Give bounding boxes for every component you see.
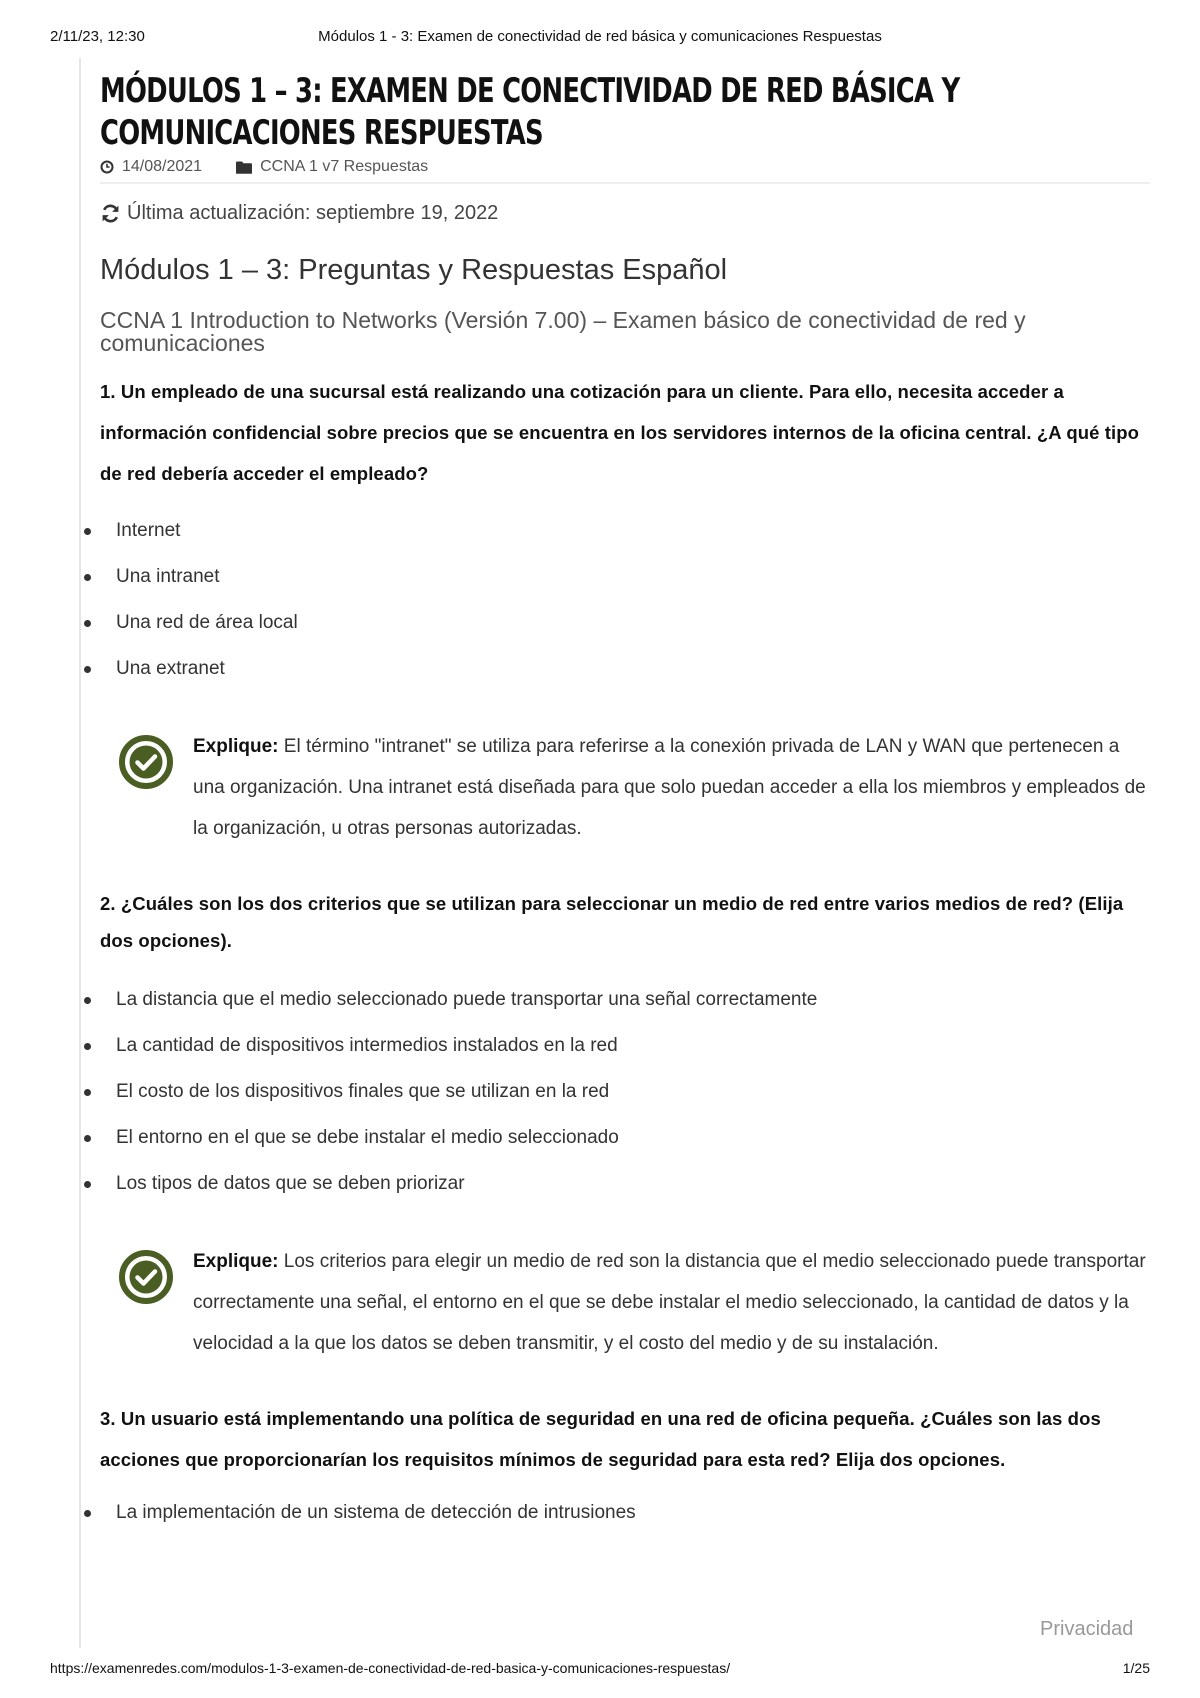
question-2: 2. ¿Cuáles son los dos criterios que se utilizan para seleccionar un medio de red entre varios medios de red? (Elija dos opciones). — [100, 893, 1124, 951]
option — [84, 1490, 1150, 1536]
option — [84, 1161, 1150, 1207]
section-title: Módulos 1 – 3: Preguntas y Respuestas Español — [100, 254, 728, 286]
option-text: Una extranet — [116, 658, 225, 679]
option-text: Una intranet — [116, 566, 220, 587]
article — [100, 70, 1150, 1536]
question-3-options — [84, 1490, 1150, 1536]
bullet-icon — [84, 666, 91, 673]
option — [84, 600, 1150, 646]
bullet-icon — [84, 1181, 91, 1188]
option — [84, 1115, 1150, 1161]
content-left-rule — [79, 58, 81, 1648]
refresh-icon — [100, 203, 121, 224]
post-category-link[interactable]: CCNA 1 v7 Respuestas — [260, 158, 429, 175]
bullet-icon — [84, 1043, 91, 1050]
explanation-text: El término "intranet" se utiliza para referirse a la conexión privada de LAN y WAN que pertenecen a una organización. Una intranet está diseñada para que solo puedan acceder a ella los miembros y empleados de la organización, u otras personas autorizadas. — [193, 736, 1146, 839]
post-meta — [100, 152, 1150, 184]
explain-label: Explique: — [193, 736, 279, 757]
explanation-1 — [100, 726, 1150, 849]
option-text: La implementación de un sistema de detección de intrusiones — [116, 1502, 636, 1523]
article-title: MÓDULOS 1 – 3: EXAMEN DE CONECTIVIDAD DE RED BÁSICA Y COMUNICACIONES RESPUESTAS — [100, 71, 960, 153]
option — [84, 646, 1150, 692]
option — [84, 554, 1150, 600]
last-updated — [100, 202, 1150, 225]
page-number: 1/25 — [1122, 1660, 1150, 1676]
bullet-icon — [84, 997, 91, 1004]
bullet-icon — [84, 1135, 91, 1142]
bullet-icon — [84, 1510, 91, 1517]
page-url: https://examenredes.com/modulos-1-3-examen-de-conectividad-de-red-basica-y-comunicaciones-respuestas/ — [50, 1660, 731, 1676]
question-3: 3. Un usuario está implementando una política de seguridad en una red de oficina pequeña. ¿Cuáles son las dos acciones que proporcionarían los requisitos mínimos de seguridad para esta red? Elija dos opciones. — [100, 1408, 1101, 1470]
folder-icon — [236, 161, 252, 174]
explain-label: Explique: — [193, 1251, 279, 1272]
print-datetime: 2/11/23, 12:30 — [50, 28, 145, 45]
option — [84, 1023, 1150, 1069]
clock-icon — [100, 160, 114, 174]
question-2-options — [84, 977, 1150, 1207]
option — [84, 508, 1150, 554]
post-date: 14/08/2021 — [122, 158, 203, 175]
option-text: El costo de los dispositivos finales que se utilizan en la red — [116, 1081, 610, 1102]
option — [84, 1069, 1150, 1115]
question-1: 1. Un empleado de una sucursal está realizando una cotización para un cliente. Para ello, necesita acceder a información confidencial sobre precios que se encuentra en los servidores internos de la oficina central. ¿A qué tipo de red debería acceder el empleado? — [100, 381, 1140, 484]
print-header — [50, 28, 1150, 48]
bullet-icon — [84, 528, 91, 535]
option — [84, 977, 1150, 1023]
exam-subtitle: CCNA 1 Introduction to Networks (Versión 7.00) – Examen básico de conectividad de red y comunicaciones — [100, 307, 1026, 356]
question-1-options — [84, 508, 1150, 692]
option-text: La distancia que el medio seleccionado puede transportar una señal correctamente — [116, 989, 818, 1010]
explanation-2 — [100, 1241, 1150, 1364]
explanation-text: Los criterios para elegir un medio de red son la distancia que el medio seleccionado puede transportar correctamente una señal, el entorno en el que se debe instalar el medio seleccionado, la cantidad de datos y la velocidad a la que los datos se deben transmitir, y el costo del medio y de su instalación. — [193, 1251, 1146, 1354]
option-text: Una red de área local — [116, 612, 298, 633]
option-text: La cantidad de dispositivos intermedios instalados en la red — [116, 1035, 618, 1056]
bullet-icon — [84, 574, 91, 581]
check-circle-icon — [118, 734, 174, 790]
bullet-icon — [84, 620, 91, 627]
print-footer — [50, 1660, 1150, 1680]
check-circle-icon — [118, 1249, 174, 1305]
print-page-title: Módulos 1 - 3: Examen de conectividad de red básica y comunicaciones Respuestas — [318, 28, 882, 45]
privacy-link[interactable]: Privacidad — [1040, 1618, 1134, 1640]
option-text: El entorno en el que se debe instalar el medio seleccionado — [116, 1127, 619, 1148]
last-updated-text: Última actualización: septiembre 19, 2022 — [127, 202, 499, 224]
option-text: Internet — [116, 520, 181, 541]
bullet-icon — [84, 1089, 91, 1096]
option-text: Los tipos de datos que se deben priorizar — [116, 1173, 465, 1194]
